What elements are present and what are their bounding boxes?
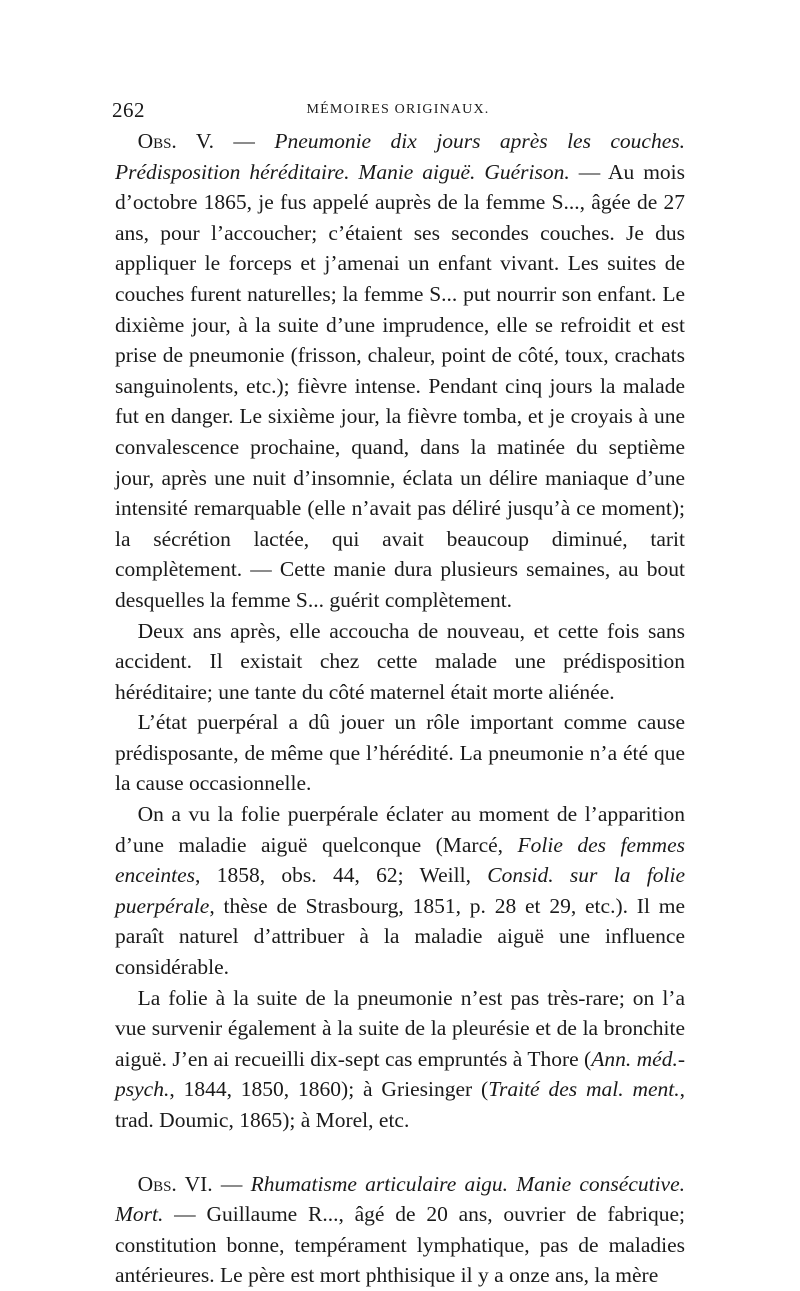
observation-text: — Au mois d’octobre 1865, je fus appelé auprès de la femme S..., âgée de 27 ans, pour l’accoucher; c’étaient ses secondes couches. Je dus appliquer le forceps et j’amenai un enfant vivant. Les suites de couches furent naturelles; la femme S... put nourrir son enfant. Le dixième jour, à la suite d’une imprudence, elle se refroidit et est prise de pneumonie (frisson, chaleur, point de côté, toux, crachats sanguinolents, etc.); fièvre intense. Pendant cinq jours la malade fut en danger. Le sixième jour, la fièvre tomba, et je croyais à une convalescence prochaine, quand, dans la matinée du septième jour, après une nuit d’insomnie, éclata un délire maniaque d’une intensité remarquable (elle n’avait pas déliré jusqu’à ce moment); la sécrétion lactée, qui avait beaucoup diminué, tarit complètement. — Cette manie dura plusieurs semaines, au bout desquelles la femme S... guérit complètement. — [115, 159, 686, 612]
observation-vi — [115, 1169, 685, 1291]
observation-title: Rhumatisme articulaire aigu. Manie consécutive. Mort. — [115, 1171, 686, 1227]
page-number: 262 — [112, 98, 145, 122]
dash: — — [212, 1171, 251, 1196]
observation-title: Pneumonie dix jours après les couches. Prédisposition héréditaire. Manie aiguë. Guérison. — [115, 129, 686, 184]
paragraph-with-citations: On a vu la folie puerpérale éclater au moment de l’apparition d’une maladie aiguë quelconque (Marcé, Folie des femmes enceintes, 1858, obs. 44, 62; Weill, Consid. sur la folie puerpérale, thèse de Strasbourg, 1851, p. 28 et 29, etc.). Il me paraît naturel d’attribuer à la maladie aiguë une influence considérable. — [115, 802, 685, 980]
observation-v — [115, 126, 685, 616]
running-head: MÉMOIRES ORIGINAUX. — [306, 102, 490, 117]
observation-number: Obs. VI. — [137, 1171, 213, 1196]
observation-text: — Guillaume R..., âgé de 20 ans, ouvrier de fabrique; constitution bonne, tempérament lymphatique, pas de maladies antérieures. Le père est mort phthisique il y a onze ans, la mère — [115, 1202, 685, 1288]
citation-title: Traité des mal. ment. — [488, 1077, 680, 1102]
observation-number: Obs. V. — [137, 129, 214, 153]
paragraph: L’état puerpéral a dû jouer un rôle important comme cause prédisposante, de même que l’hérédité. La pneumonie n’a été que la cause occasionnelle. — [115, 710, 685, 796]
page-body — [115, 126, 685, 1291]
paragraph-with-citations: La folie à la suite de la pneumonie n’est pas très-rare; on l’a vue survenir également à la suite de la pleurésie et de la bronchite aiguë. J’en ai recueilli dix-sept cas empruntés à Thore (Ann. méd.-psych., 1844, 1850, 1860); à Griesinger (Traité des mal. ment., trad. Doumic, 1865); à Morel, etc. — [115, 985, 685, 1132]
page-header — [112, 96, 684, 126]
citation-title: Consid. sur la folie puerpérale — [115, 863, 685, 918]
paragraph: Deux ans après, elle accoucha de nouveau, et cette fois sans accident. Il existait chez cette malade une prédisposition héréditaire; une tante du côté maternel était morte aliénée. — [115, 618, 685, 704]
citation-title: Ann. méd.-psych. — [115, 1046, 685, 1102]
dash: — — [214, 129, 275, 153]
citation-title: Folie des femmes enceintes — [115, 832, 685, 888]
